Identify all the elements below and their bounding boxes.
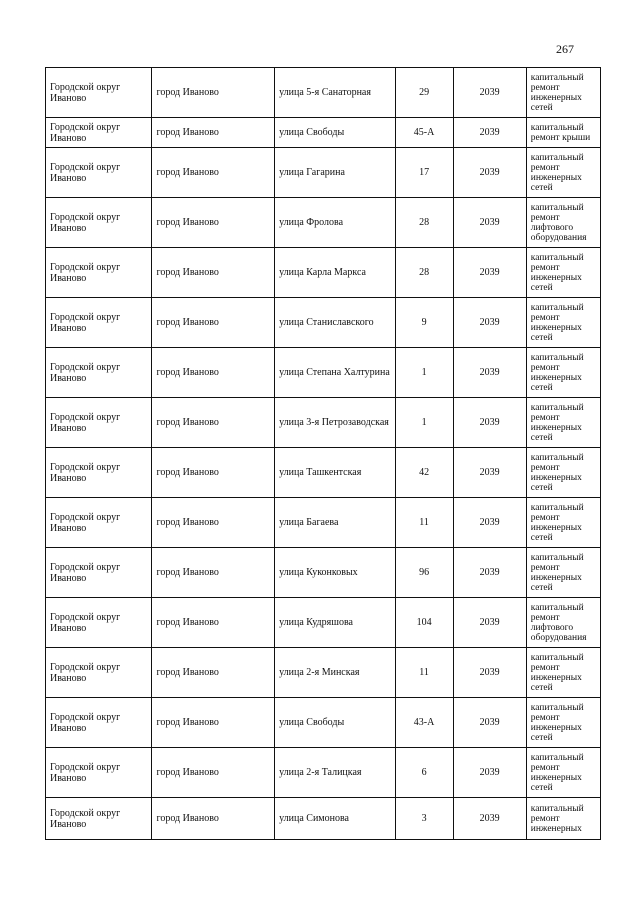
year-cell: 2039 (453, 798, 526, 840)
year-cell: 2039 (453, 548, 526, 598)
street-cell: улица 5-я Санаторная (275, 68, 395, 118)
street-cell: улица Карла Маркса (275, 248, 395, 298)
year-cell: 2039 (453, 598, 526, 648)
table-row (46, 648, 601, 698)
work-type-cell: капитальный ремонт инженерных сетей (526, 398, 600, 448)
work-type-cell: капитальный ремонт инженерных (526, 798, 600, 840)
street-cell: улица Багаева (275, 498, 395, 548)
table-row (46, 298, 601, 348)
house-number-cell: 17 (395, 148, 453, 198)
house-number-cell: 42 (395, 448, 453, 498)
table-row (46, 498, 601, 548)
city-cell: город Иваново (152, 248, 275, 298)
city-cell: город Иваново (152, 298, 275, 348)
district-cell: Городской округ Иваново (46, 648, 152, 698)
house-number-cell: 43-А (395, 698, 453, 748)
city-cell: город Иваново (152, 598, 275, 648)
house-number-cell: 45-А (395, 118, 453, 148)
table-row (46, 68, 601, 118)
street-cell: улица 2-я Талицкая (275, 748, 395, 798)
city-cell: город Иваново (152, 648, 275, 698)
district-cell: Городской округ Иваново (46, 498, 152, 548)
table-row (46, 348, 601, 398)
district-cell: Городской округ Иваново (46, 448, 152, 498)
city-cell: город Иваново (152, 698, 275, 748)
work-type-cell: капитальный ремонт крыши (526, 118, 600, 148)
house-number-cell: 1 (395, 398, 453, 448)
registry-table (45, 67, 601, 840)
house-number-cell: 9 (395, 298, 453, 348)
year-cell: 2039 (453, 68, 526, 118)
work-type-cell: капитальный ремонт инженерных сетей (526, 448, 600, 498)
table-row (46, 548, 601, 598)
city-cell: город Иваново (152, 118, 275, 148)
city-cell: город Иваново (152, 148, 275, 198)
street-cell: улица Свободы (275, 118, 395, 148)
street-cell: улица Кудряшова (275, 598, 395, 648)
house-number-cell: 1 (395, 348, 453, 398)
city-cell: город Иваново (152, 348, 275, 398)
year-cell: 2039 (453, 198, 526, 248)
table-row (46, 698, 601, 748)
district-cell: Городской округ Иваново (46, 298, 152, 348)
street-cell: улица Степана Халтурина (275, 348, 395, 398)
district-cell: Городской округ Иваново (46, 698, 152, 748)
year-cell: 2039 (453, 648, 526, 698)
district-cell: Городской округ Иваново (46, 548, 152, 598)
year-cell: 2039 (453, 698, 526, 748)
district-cell: Городской округ Иваново (46, 798, 152, 840)
table-row (46, 798, 601, 840)
city-cell: город Иваново (152, 498, 275, 548)
house-number-cell: 11 (395, 498, 453, 548)
city-cell: город Иваново (152, 68, 275, 118)
page-number: 267 (556, 42, 574, 56)
house-number-cell: 96 (395, 548, 453, 598)
table-row (46, 448, 601, 498)
year-cell: 2039 (453, 248, 526, 298)
district-cell: Городской округ Иваново (46, 598, 152, 648)
work-type-cell: капитальный ремонт инженерных сетей (526, 298, 600, 348)
city-cell: город Иваново (152, 198, 275, 248)
house-number-cell: 28 (395, 248, 453, 298)
work-type-cell: капитальный ремонт инженерных сетей (526, 148, 600, 198)
work-type-cell: капитальный ремонт инженерных сетей (526, 498, 600, 548)
district-cell: Городской округ Иваново (46, 68, 152, 118)
city-cell: город Иваново (152, 548, 275, 598)
street-cell: улица Ташкентская (275, 448, 395, 498)
street-cell: улица 3-я Петрозаводская (275, 398, 395, 448)
work-type-cell: капитальный ремонт лифтового оборудования (526, 598, 600, 648)
year-cell: 2039 (453, 398, 526, 448)
table-row (46, 148, 601, 198)
district-cell: Городской округ Иваново (46, 118, 152, 148)
street-cell: улица 2-я Минская (275, 648, 395, 698)
district-cell: Городской округ Иваново (46, 748, 152, 798)
city-cell: город Иваново (152, 748, 275, 798)
year-cell: 2039 (453, 298, 526, 348)
street-cell: улица Симонова (275, 798, 395, 840)
table-row (46, 398, 601, 448)
district-cell: Городской округ Иваново (46, 198, 152, 248)
street-cell: улица Гагарина (275, 148, 395, 198)
city-cell: город Иваново (152, 398, 275, 448)
table-row (46, 748, 601, 798)
house-number-cell: 6 (395, 748, 453, 798)
street-cell: улица Фролова (275, 198, 395, 248)
work-type-cell: капитальный ремонт инженерных сетей (526, 348, 600, 398)
year-cell: 2039 (453, 748, 526, 798)
work-type-cell: капитальный ремонт инженерных сетей (526, 68, 600, 118)
district-cell: Городской округ Иваново (46, 398, 152, 448)
house-number-cell: 28 (395, 198, 453, 248)
work-type-cell: капитальный ремонт лифтового оборудования (526, 198, 600, 248)
table-row (46, 248, 601, 298)
street-cell: улица Свободы (275, 698, 395, 748)
house-number-cell: 104 (395, 598, 453, 648)
table-row (46, 118, 601, 148)
city-cell: город Иваново (152, 448, 275, 498)
house-number-cell: 29 (395, 68, 453, 118)
year-cell: 2039 (453, 348, 526, 398)
district-cell: Городской округ Иваново (46, 148, 152, 198)
year-cell: 2039 (453, 148, 526, 198)
table-row (46, 198, 601, 248)
table-row (46, 598, 601, 648)
street-cell: улица Станиславского (275, 298, 395, 348)
city-cell: город Иваново (152, 798, 275, 840)
house-number-cell: 11 (395, 648, 453, 698)
street-cell: улица Куконковых (275, 548, 395, 598)
work-type-cell: капитальный ремонт инженерных сетей (526, 548, 600, 598)
district-cell: Городской округ Иваново (46, 248, 152, 298)
year-cell: 2039 (453, 498, 526, 548)
table-body (46, 68, 601, 840)
work-type-cell: капитальный ремонт инженерных сетей (526, 748, 600, 798)
work-type-cell: капитальный ремонт инженерных сетей (526, 698, 600, 748)
work-type-cell: капитальный ремонт инженерных сетей (526, 248, 600, 298)
work-type-cell: капитальный ремонт инженерных сетей (526, 648, 600, 698)
year-cell: 2039 (453, 448, 526, 498)
house-number-cell: 3 (395, 798, 453, 840)
year-cell: 2039 (453, 118, 526, 148)
district-cell: Городской округ Иваново (46, 348, 152, 398)
